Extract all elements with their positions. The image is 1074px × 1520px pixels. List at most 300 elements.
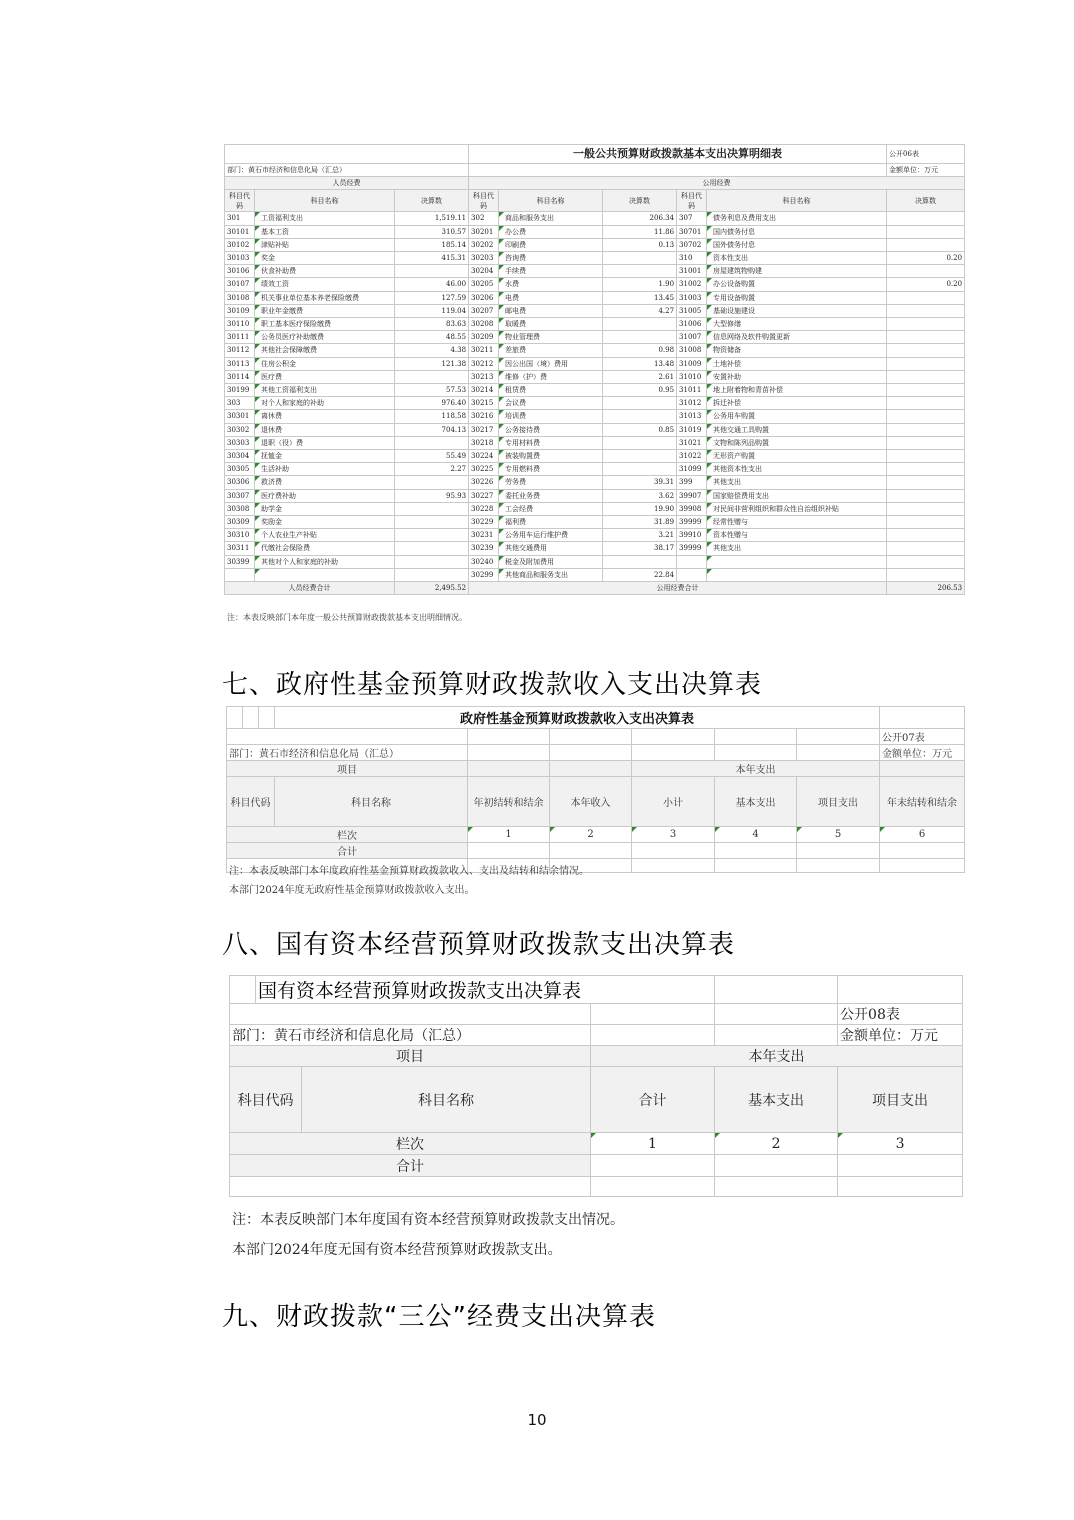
table2-col-name: 科目名称 (275, 777, 468, 827)
table-cell (887, 357, 965, 370)
table-cell: 31003 (677, 291, 707, 304)
table-row (225, 212, 965, 225)
table-cell: 30213 (469, 370, 499, 383)
table1-unit: 金额单位：万元 (887, 164, 965, 177)
table-cell (887, 436, 965, 449)
table2-unit: 金额单位：万元 (880, 745, 965, 761)
table-cell: 无形资产购置 (707, 450, 887, 463)
table2-row-label: 栏次 (227, 827, 468, 843)
table-cell: 生活补助 (255, 463, 395, 476)
page-number: 10 (527, 1411, 547, 1429)
table-cell (887, 265, 965, 278)
table-cell: 119.04 (395, 304, 469, 317)
table2-project: 项目 (227, 761, 468, 777)
table-cell (395, 568, 469, 581)
table2-title: 政府性基金预算财政拨款收入支出决算表 (275, 707, 880, 729)
table-cell: 救济费 (255, 476, 395, 489)
table-cell (707, 568, 887, 581)
table-cell (395, 542, 469, 555)
table-cell: 职工基本医疗保险缴费 (255, 318, 395, 331)
table-cell (887, 529, 965, 542)
table-cell: 4.27 (603, 304, 677, 317)
table-row (225, 370, 965, 383)
table-cell: 因公出国（境）费用 (499, 357, 603, 370)
table-cell: 0.95 (603, 384, 677, 397)
table-cell: 30110 (225, 318, 255, 331)
table-row (225, 265, 965, 278)
table-cell: 206.34 (603, 212, 677, 225)
table3-col-name: 科目名称 (302, 1067, 591, 1133)
table-cell (887, 304, 965, 317)
table-cell: 30207 (469, 304, 499, 317)
table-cell: 租赁费 (499, 384, 603, 397)
table-cell (887, 489, 965, 502)
table2-form-no: 公开07表 (880, 729, 965, 745)
table-cell: 委托业务费 (499, 489, 603, 502)
table-cell: 职业年金缴费 (255, 304, 395, 317)
table-cell: 30112 (225, 344, 255, 357)
table-cell: 会议费 (499, 397, 603, 410)
table-cell: 30199 (225, 384, 255, 397)
table-cell: 津贴补贴 (255, 238, 395, 251)
table-row (225, 436, 965, 449)
table-cell: 30239 (469, 542, 499, 555)
table-cell: 退休费 (255, 423, 395, 436)
table-row (225, 357, 965, 370)
table-cell: 303 (225, 397, 255, 410)
table1-note: 注：本表反映部门本年度一般公共预算财政拨款基本支出明细情况。 (227, 613, 467, 622)
table-cell: 30231 (469, 529, 499, 542)
table-row (225, 304, 965, 317)
table-cell: 专用材料费 (499, 436, 603, 449)
table-row (225, 529, 965, 542)
table-cell: 医疗费 (255, 370, 395, 383)
table-cell (887, 542, 965, 555)
table-cell: 其他对个人和家庭的补助 (255, 555, 395, 568)
table-cell: 38.17 (603, 542, 677, 555)
table-cell: 31012 (677, 397, 707, 410)
table-cell: 30211 (469, 344, 499, 357)
table2-year-expense: 本年支出 (632, 761, 880, 777)
table-cell: 1,519.11 (395, 212, 469, 225)
table-cell: 水费 (499, 278, 603, 291)
table2-col-income: 本年收入 (550, 777, 632, 827)
table-cell: 30208 (469, 318, 499, 331)
table-cell: 31002 (677, 278, 707, 291)
table3-note-1: 注：本表反映部门本年度国有资本经营预算财政拨款支出情况。 (232, 1212, 624, 1228)
table-cell: 30103 (225, 252, 255, 265)
table-cell: 资本性赠与 (707, 529, 887, 542)
table-cell (887, 502, 965, 515)
table-cell: 医疗费补助 (255, 489, 395, 502)
table-cell: 30306 (225, 476, 255, 489)
public-total-label: 公用经费合计 (469, 582, 887, 595)
table-cell (887, 238, 965, 251)
table-cell (887, 384, 965, 397)
table-cell: 30308 (225, 502, 255, 515)
table-row (225, 568, 965, 581)
table-cell: 机关事业单位基本养老保险缴费 (255, 291, 395, 304)
table3-form-no: 公开08表 (838, 1004, 963, 1025)
table2-note-1: 注：本表反映部门本年度政府性基金预算财政拨款收入、支出及结转和结余情况。 (229, 866, 589, 877)
table-cell: 代缴社会保险费 (255, 542, 395, 555)
table-cell: 福利费 (499, 516, 603, 529)
table-cell (603, 555, 677, 568)
table-cell (677, 555, 707, 568)
table-cell: 30206 (469, 291, 499, 304)
personnel-total: 2,495.52 (395, 582, 469, 595)
table-cell: 维修（护）费 (499, 370, 603, 383)
table-row (225, 489, 965, 502)
table-cell: 185.14 (395, 238, 469, 251)
table-cell: 1.90 (603, 278, 677, 291)
table-cell: 基础设施建设 (707, 304, 887, 317)
public-total: 206.53 (887, 582, 965, 595)
table-cell: 30107 (225, 278, 255, 291)
table-cell: 30701 (677, 225, 707, 238)
table-cell (603, 410, 677, 423)
table3-col-num: 1 (591, 1133, 715, 1155)
table-cell (603, 265, 677, 278)
table-cell: 30305 (225, 463, 255, 476)
table-cell: 其他社会保障缴费 (255, 344, 395, 357)
table2-col-num: 4 (715, 827, 797, 843)
table-cell: 30218 (469, 436, 499, 449)
table2-col-project: 项目支出 (797, 777, 880, 827)
table-row (225, 516, 965, 529)
table-cell: 公务接待费 (499, 423, 603, 436)
table-cell: 培训费 (499, 410, 603, 423)
table-cell: 30299 (469, 568, 499, 581)
col-name: 科目名称 (255, 190, 395, 212)
table-cell: 手续费 (499, 265, 603, 278)
personnel-total-label: 人员经费合计 (225, 582, 395, 595)
table-cell (887, 516, 965, 529)
table-cell: 30225 (469, 463, 499, 476)
table3-year-expense: 本年支出 (591, 1046, 963, 1067)
table-cell: 31006 (677, 318, 707, 331)
table-cell: 31013 (677, 410, 707, 423)
table3-col-basic: 基本支出 (715, 1067, 838, 1133)
table-cell: 30304 (225, 450, 255, 463)
table-cell: 30209 (469, 331, 499, 344)
table-cell: 57.53 (395, 384, 469, 397)
table-cell: 伙食补助费 (255, 265, 395, 278)
table3-title: 国有资本经营预算财政拨款支出决算表 (256, 976, 715, 1004)
col-code: 科目代码 (469, 190, 499, 212)
table-cell: 22.84 (603, 568, 677, 581)
table-cell: 个人农业生产补贴 (255, 529, 395, 542)
table-cell: 30108 (225, 291, 255, 304)
table3-row-label: 栏次 (230, 1133, 591, 1155)
table-row (225, 450, 965, 463)
table-cell (255, 568, 395, 581)
table-cell (395, 370, 469, 383)
col-amount: 决算数 (887, 190, 965, 212)
table-cell: 专用设备购置 (707, 291, 887, 304)
table-cell: 印刷费 (499, 238, 603, 251)
table-cell: 拆迁补偿 (707, 397, 887, 410)
state-capital-table (229, 975, 963, 1197)
table-cell: 30214 (469, 384, 499, 397)
table-cell: 被装购置费 (499, 450, 603, 463)
table-cell (707, 555, 887, 568)
table-cell (887, 318, 965, 331)
table-cell (603, 450, 677, 463)
personnel-header: 人员经费 (225, 177, 469, 190)
table3-col-num: 3 (838, 1133, 963, 1155)
table-cell: 其他支出 (707, 542, 887, 555)
table-cell (887, 212, 965, 225)
table2-col-begin: 年初结转和结余 (468, 777, 550, 827)
table-cell (395, 265, 469, 278)
table-cell: 30309 (225, 516, 255, 529)
table-cell: 30205 (469, 278, 499, 291)
table-cell: 3.21 (603, 529, 677, 542)
table-cell (395, 476, 469, 489)
table-cell: 30303 (225, 436, 255, 449)
table-cell: 30203 (469, 252, 499, 265)
table3-dept: 部门：黄石市经济和信息化局（汇总） (230, 1025, 591, 1046)
col-code: 科目代码 (677, 190, 707, 212)
table-cell: 30101 (225, 225, 255, 238)
table2-dept: 部门：黄石市经济和信息化局（汇总） (227, 745, 468, 761)
table-cell: 31.89 (603, 516, 677, 529)
table1-form-no: 公开06表 (887, 145, 965, 164)
table-cell: 30310 (225, 529, 255, 542)
table-cell (887, 410, 965, 423)
table-cell: 地上附着物和青苗补偿 (707, 384, 887, 397)
table-cell: 2.61 (603, 370, 677, 383)
table3-total-label: 合计 (230, 1155, 591, 1177)
table-cell (603, 463, 677, 476)
col-code: 科目代码 (225, 190, 255, 212)
table-cell: 住房公积金 (255, 357, 395, 370)
table-cell: 绩效工资 (255, 278, 395, 291)
table-cell: 其他交通费用 (499, 542, 603, 555)
table-cell: 商品和服务支出 (499, 212, 603, 225)
table-cell: 31007 (677, 331, 707, 344)
table-row (225, 238, 965, 251)
table-cell: 30216 (469, 410, 499, 423)
table-cell: 土地补偿 (707, 357, 887, 370)
table-cell: 其他支出 (707, 476, 887, 489)
table-cell: 物资储备 (707, 344, 887, 357)
table-row (225, 278, 965, 291)
table-row (225, 410, 965, 423)
table-cell: 工资福利支出 (255, 212, 395, 225)
table-cell: 对民间非营利组织和群众性自治组织补贴 (707, 502, 887, 515)
table3-col-total: 合计 (591, 1067, 715, 1133)
table-row (225, 344, 965, 357)
table-cell: 邮电费 (499, 304, 603, 317)
table-row (225, 502, 965, 515)
table-cell: 55.49 (395, 450, 469, 463)
table-cell: 咨询费 (499, 252, 603, 265)
table-cell (603, 331, 677, 344)
table-cell: 其他商品和服务支出 (499, 568, 603, 581)
table-row (225, 555, 965, 568)
table3-unit: 金额单位：万元 (838, 1025, 963, 1046)
table-cell: 30240 (469, 555, 499, 568)
table-cell: 30109 (225, 304, 255, 317)
table-cell: 0.85 (603, 423, 677, 436)
table-cell: 31001 (677, 265, 707, 278)
table-cell: 30114 (225, 370, 255, 383)
table-cell: 30106 (225, 265, 255, 278)
table-cell: 704.13 (395, 423, 469, 436)
table-cell: 30215 (469, 397, 499, 410)
table-cell (887, 331, 965, 344)
table-cell: 取暖费 (499, 318, 603, 331)
table-cell: 30229 (469, 516, 499, 529)
table2-col-end: 年末结转和结余 (880, 777, 965, 827)
table-cell: 976.40 (395, 397, 469, 410)
table-cell: 国家赔偿费用支出 (707, 489, 887, 502)
table-cell: 31009 (677, 357, 707, 370)
table-cell: 30217 (469, 423, 499, 436)
table-cell: 对个人和家庭的补助 (255, 397, 395, 410)
table-cell (395, 502, 469, 515)
table-cell: 13.48 (603, 357, 677, 370)
table-row (225, 318, 965, 331)
table-cell: 46.00 (395, 278, 469, 291)
fund-budget-table (226, 706, 965, 873)
table-cell (887, 225, 965, 238)
table-cell: 30202 (469, 238, 499, 251)
table-cell: 其他资本性支出 (707, 463, 887, 476)
table-cell: 11.86 (603, 225, 677, 238)
table-cell: 307 (677, 212, 707, 225)
table-cell: 奖金 (255, 252, 395, 265)
table-cell: 30301 (225, 410, 255, 423)
table-cell (887, 344, 965, 357)
table1-dept: 部门：黄石市经济和信息化局（汇总） (225, 164, 469, 177)
table3-col-project: 项目支出 (838, 1067, 963, 1133)
table-cell: 30226 (469, 476, 499, 489)
table-cell: 95.93 (395, 489, 469, 502)
table2-col-num: 3 (632, 827, 715, 843)
table-cell: 电费 (499, 291, 603, 304)
table-cell: 抚恤金 (255, 450, 395, 463)
table-cell: 118.58 (395, 410, 469, 423)
table-cell: 30102 (225, 238, 255, 251)
table-cell: 310.57 (395, 225, 469, 238)
table3-col-code: 科目代码 (230, 1067, 302, 1133)
table-row (225, 476, 965, 489)
table-cell: 13.45 (603, 291, 677, 304)
table-cell: 30224 (469, 450, 499, 463)
table-row (225, 542, 965, 555)
public-header: 公用经费 (469, 177, 965, 190)
table3-col-num: 2 (715, 1133, 838, 1155)
table-cell: 0.98 (603, 344, 677, 357)
table-cell: 127.59 (395, 291, 469, 304)
table-cell (887, 370, 965, 383)
table-row (225, 397, 965, 410)
table-cell: 415.31 (395, 252, 469, 265)
table-cell: 48.55 (395, 331, 469, 344)
basic-expense-detail-table (224, 144, 965, 595)
table2-col-num: 2 (550, 827, 632, 843)
table-cell (677, 568, 707, 581)
table-row (225, 252, 965, 265)
table-cell (603, 397, 677, 410)
table-cell: 30111 (225, 331, 255, 344)
table-row (225, 331, 965, 344)
table2-col-basic: 基本支出 (715, 777, 797, 827)
table-cell: 国外债务付息 (707, 238, 887, 251)
table-cell: 83.63 (395, 318, 469, 331)
table3-project: 项目 (230, 1046, 591, 1067)
table-cell (887, 555, 965, 568)
table-cell (887, 423, 965, 436)
table-cell: 债务利息及费用支出 (707, 212, 887, 225)
table-cell: 2.27 (395, 463, 469, 476)
table-cell: 0.20 (887, 252, 965, 265)
table-cell: 31022 (677, 450, 707, 463)
table-cell: 奖励金 (255, 516, 395, 529)
table-cell: 39999 (677, 516, 707, 529)
table-row (225, 423, 965, 436)
table-cell: 30113 (225, 357, 255, 370)
table-cell (887, 476, 965, 489)
table2-note-2: 本部门2024年度无政府性基金预算财政拨款收入支出。 (229, 885, 475, 896)
table-cell: 30212 (469, 357, 499, 370)
table-cell (395, 555, 469, 568)
col-amount: 决算数 (603, 190, 677, 212)
table1-title: 一般公共预算财政拨款基本支出决算明细表 (469, 145, 887, 164)
table3-note-2: 本部门2024年度无国有资本经营预算财政拨款支出。 (232, 1242, 562, 1258)
table-cell: 30228 (469, 502, 499, 515)
table-cell: 4.38 (395, 344, 469, 357)
table-cell (225, 568, 255, 581)
table-row (225, 291, 965, 304)
table-cell: 国内债务付息 (707, 225, 887, 238)
table-cell: 30307 (225, 489, 255, 502)
table-cell: 39999 (677, 542, 707, 555)
table-cell: 文物和陈列品购置 (707, 436, 887, 449)
table2-col-subtotal: 小计 (632, 777, 715, 827)
table2-col-num: 1 (468, 827, 550, 843)
table-cell (887, 291, 965, 304)
table-cell: 30302 (225, 423, 255, 436)
table-cell: 资本性支出 (707, 252, 887, 265)
table-cell: 39.31 (603, 476, 677, 489)
table-cell: 物业管理费 (499, 331, 603, 344)
col-name: 科目名称 (499, 190, 603, 212)
table2-total-label: 合计 (227, 843, 468, 859)
heading-section-9: 九、财政拨款“三公”经费支出决算表 (222, 1302, 656, 1332)
table-cell (603, 318, 677, 331)
table-cell: 30227 (469, 489, 499, 502)
table-cell: 19.90 (603, 502, 677, 515)
table-cell: 301 (225, 212, 255, 225)
table-cell: 31019 (677, 423, 707, 436)
table-cell: 302 (469, 212, 499, 225)
table-cell: 31011 (677, 384, 707, 397)
table-cell (887, 397, 965, 410)
table-cell: 信息网络及软件购置更新 (707, 331, 887, 344)
table-cell: 工会经费 (499, 502, 603, 515)
table-cell: 劳务费 (499, 476, 603, 489)
table-cell: 经常性赠与 (707, 516, 887, 529)
table-cell: 房屋建筑物购建 (707, 265, 887, 278)
table-cell: 其他交通工具购置 (707, 423, 887, 436)
table-cell: 30399 (225, 555, 255, 568)
table-cell: 31005 (677, 304, 707, 317)
table-cell: 31008 (677, 344, 707, 357)
